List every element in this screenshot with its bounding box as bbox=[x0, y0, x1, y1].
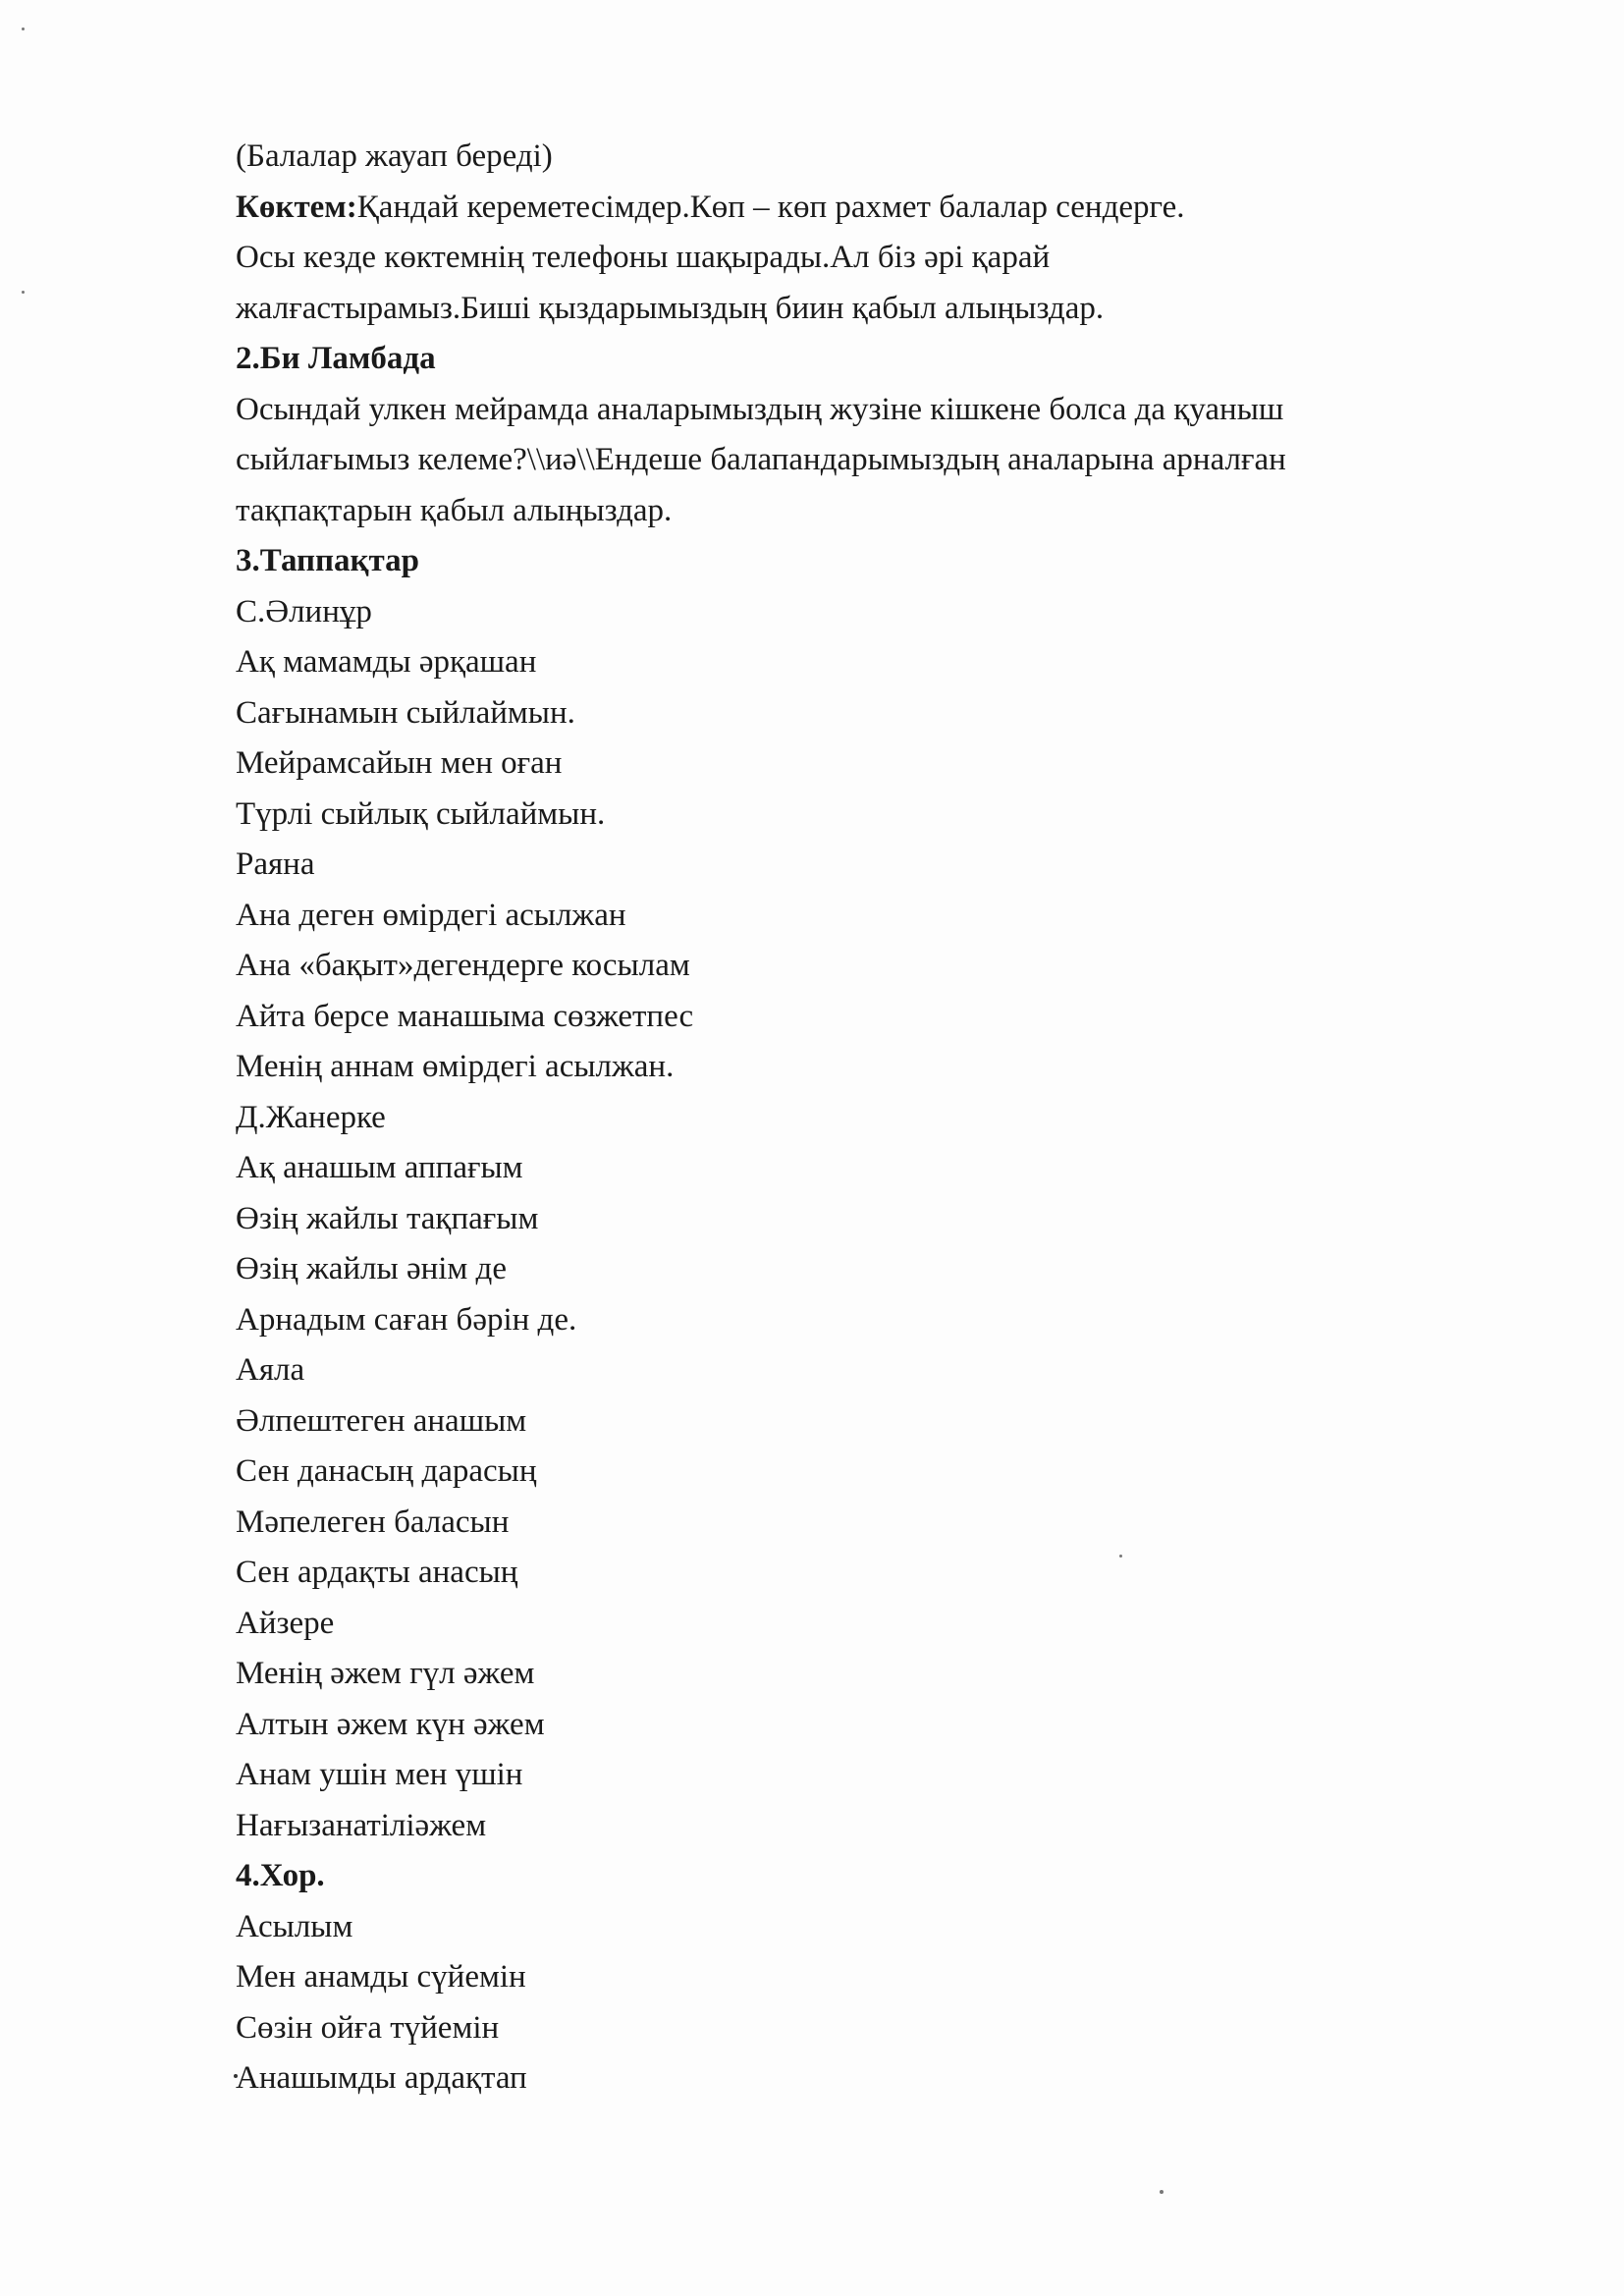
text-line: Айзере bbox=[236, 1605, 335, 1641]
text-line: Сөзін ойға түйемін bbox=[236, 2009, 500, 2046]
scan-speck bbox=[1160, 2190, 1164, 2194]
text-line: Асылым bbox=[236, 1908, 353, 1944]
text-line: Анашымды ардақтап bbox=[236, 2060, 527, 2096]
text-line: Мейрамсайын мен оған bbox=[236, 745, 563, 781]
text-line: Менің әжем гүл әжем bbox=[236, 1656, 535, 1691]
text-line: Алтын әжем күн әжем bbox=[236, 1706, 545, 1742]
section-heading: 4.Хор. bbox=[236, 1858, 325, 1893]
text-line: Өзің жайлы әнім де bbox=[236, 1251, 507, 1286]
text-line: Осындай улкен мейрамда аналарымыздың жузіне кішкене болса да қуаныш bbox=[236, 391, 1284, 427]
text-line: сыйлағымыз келеме?\\иә\\Ендеше балапандарымыздың аналарына арналған bbox=[236, 442, 1286, 477]
speaker-text: Қандай кереметесімдер.Көп – көп рахмет балалар сендерге. bbox=[356, 189, 1185, 225]
text-line: Ана «бақыт»дегендерге косылам bbox=[236, 948, 690, 983]
text-line: Өзің жайлы тақпағым bbox=[236, 1200, 539, 1236]
speaker-label: Көктем: bbox=[236, 189, 357, 225]
text-line: Сен данасың дарасың bbox=[236, 1453, 537, 1489]
text-line: Аяла bbox=[236, 1352, 305, 1388]
scan-speck bbox=[22, 291, 25, 294]
document-body bbox=[236, 132, 1483, 2105]
text-line: С.Әлинұр bbox=[236, 593, 372, 629]
text-line: Ақ анашым аппағым bbox=[236, 1150, 523, 1185]
text-line: (Балалар жауап береді) bbox=[236, 138, 553, 174]
text-line: Анам ушін мен үшін bbox=[236, 1757, 523, 1792]
scan-speck bbox=[22, 27, 25, 30]
section-heading: 3.Таппақтар bbox=[236, 543, 420, 578]
text-line: Мәпелеген баласын bbox=[236, 1503, 510, 1540]
text-line: Арнадым саған бәрін де. bbox=[236, 1301, 577, 1338]
text-line: Әлпештеген анашым bbox=[236, 1402, 527, 1439]
text-line: Мен анамды сүйемін bbox=[236, 1959, 526, 1995]
text-line: Түрлі сыйлық сыйлаймын. bbox=[236, 795, 606, 832]
text-line: Менің аннам өмірдегі асылжан. bbox=[236, 1049, 675, 1084]
text-line: Нағызанатіліәжем bbox=[236, 1807, 487, 1843]
text-line: Осы кезде көктемнің телефоны шақырады.Ал біз әрі қарай bbox=[236, 240, 1051, 275]
text-line bbox=[236, 183, 1483, 234]
text-line: Д.Жанерке bbox=[236, 1099, 386, 1135]
text-line: Сен ардақты анасың bbox=[236, 1555, 518, 1590]
text-line: жалғастырамыз.Биші қыздарымыздың биин қабыл алыңыздар. bbox=[236, 290, 1105, 326]
text-line: Ана деген өмірдегі асылжан bbox=[236, 897, 626, 933]
text-line: Раяна bbox=[236, 847, 315, 882]
section-heading: 2.Би Ламбада bbox=[236, 341, 436, 376]
text-line: Сағынамын сыйлаймын. bbox=[236, 694, 575, 731]
text-line: Айта берсе манашыма сөзжетпес bbox=[236, 998, 694, 1034]
text-line: тақпақтарын қабыл алыңыздар. bbox=[236, 492, 673, 528]
text-line: Ақ мамамды әрқашан bbox=[236, 644, 537, 680]
